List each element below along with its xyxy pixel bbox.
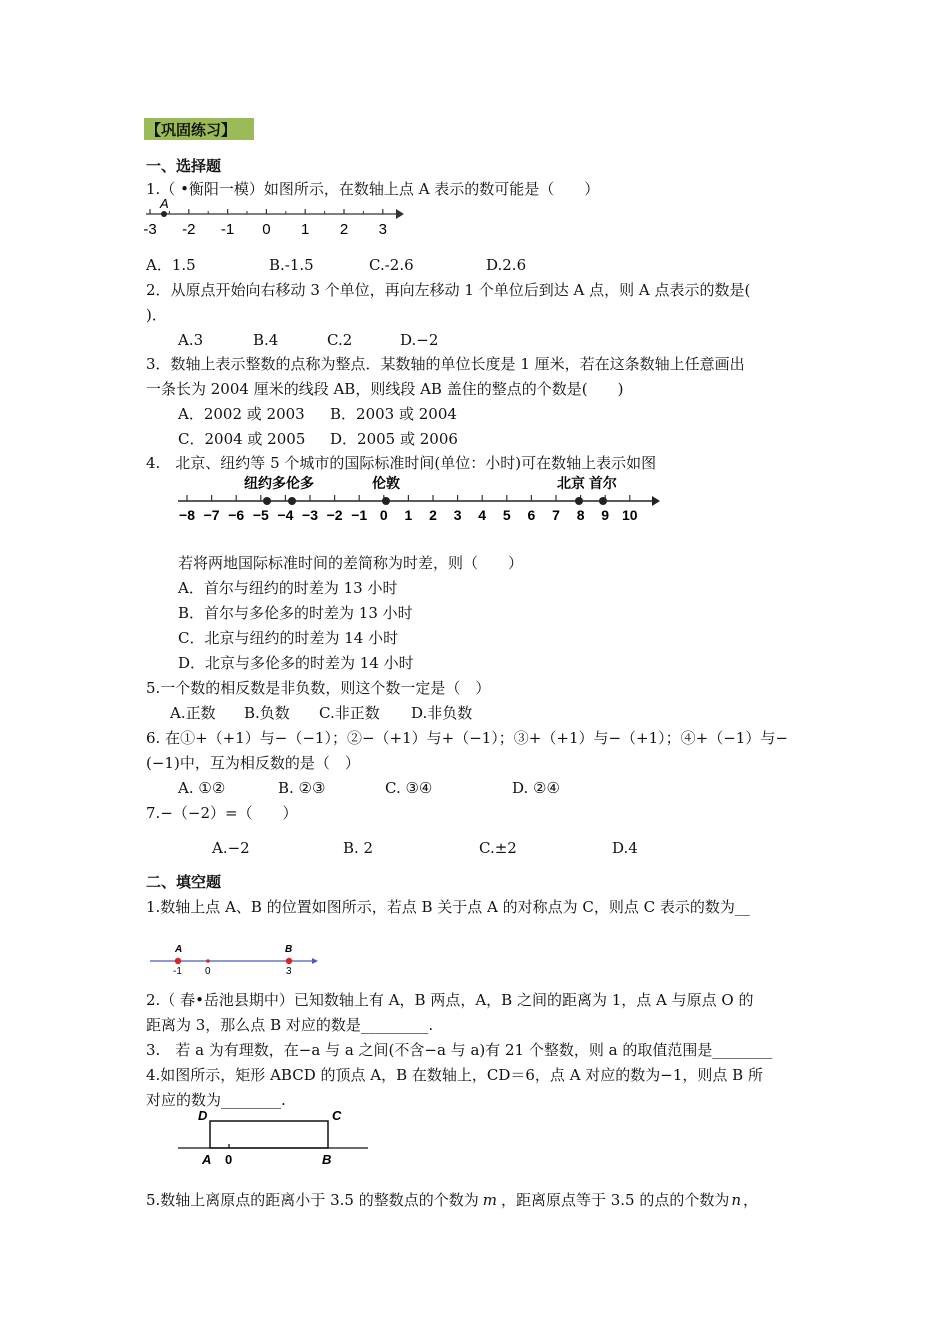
q3-option-a: A．2002 或 2003 [178, 405, 305, 423]
q6-option-c: C. ③④ [385, 779, 433, 797]
f1-axis-arrow [312, 958, 318, 964]
q6-option-d: D. ②④ [512, 779, 560, 797]
q4-city-london: 伦敦 [372, 475, 400, 491]
q4-tick-label: 6 [527, 507, 536, 523]
f4-rectangle [210, 1121, 328, 1148]
q4-option-b: B．首尔与多伦多的时差为 13 小时 [178, 604, 413, 622]
q7-option-b: B. 2 [343, 839, 374, 857]
f1-point-a [175, 958, 181, 964]
q4-tick-label: 3 [453, 507, 462, 523]
q1-tick-label: -3 [143, 221, 157, 238]
f1-point-origin [206, 959, 210, 963]
f4-label-b: B [322, 1152, 332, 1166]
f5-middle: ，距离原点等于 3.5 的点的个数为 [500, 1191, 730, 1209]
q5-text: 5.一个数的相反数是非负数，则这个数一定是（ ） [146, 679, 491, 697]
q5-option-d: D.非负数 [411, 704, 473, 722]
q4-tick-label: −1 [351, 507, 368, 523]
heading-banner [144, 118, 254, 140]
q4-text: 4. 北京、纽约等 5 个城市的国际标准时间(单位：小时)可在数轴上表示如图 [146, 454, 657, 472]
f1-tick-a: -1 [173, 966, 182, 976]
q4-point-seoul [599, 497, 607, 505]
q4-point-toronto [288, 497, 296, 505]
q1-tick-label: 2 [339, 221, 349, 238]
f1-number-line [148, 938, 328, 976]
q1-point-a [161, 211, 167, 217]
f4-rectangle-figure [172, 1106, 372, 1166]
q1-tick-label: 1 [301, 221, 310, 238]
f5-line [146, 1190, 758, 1210]
f1-label-a: A [175, 944, 183, 955]
f1-point-b [286, 958, 292, 964]
q4-option-a: A．首尔与纽约的时差为 13 小时 [178, 579, 398, 597]
f4-line2: 对应的数为________. [146, 1091, 286, 1109]
q4-tick-label: 0 [379, 507, 388, 523]
q2-option-a: A.3 [178, 331, 204, 349]
heading: 【巩固练习】 [146, 121, 237, 139]
q4-city-ny-toronto: 纽约多伦多 [244, 475, 314, 491]
q2-line1: 2．从原点开始向右移动 3 个单位，再向左移动 1 个单位后到达 A 点，则 A 点表示的数是( [146, 281, 751, 299]
f5-prefix: 5.数轴上离原点的距离小于 3.5 的整数点的个数为 [146, 1191, 479, 1209]
q4-option-d: D．北京与多伦多的时差为 14 小时 [178, 654, 414, 672]
q7-text: 7.−（−2）=（ ） [146, 804, 298, 822]
q3-option-c: C．2004 或 2005 [178, 430, 306, 448]
q5-option-c: C.非正数 [319, 704, 380, 722]
f4-line1: 4.如图所示，矩形 ABCD 的顶点 A，B 在数轴上，CD＝6，点 A 对应的数为−1，则点 B 所 [146, 1066, 763, 1084]
q2-line2: )． [146, 306, 167, 324]
q4-ticks [179, 495, 638, 523]
f4-label-c: C [332, 1108, 342, 1123]
f1-text: 1.数轴上点 A、B 的位置如图所示，若点 B 关于点 A 的对称点为 C，则点 C 表示的数为__ [146, 898, 750, 916]
q1-tick-label: -1 [220, 221, 235, 238]
q5-option-b: B.负数 [244, 704, 290, 722]
f1-label-b: B [285, 944, 293, 955]
q4-tick-label: 9 [601, 507, 610, 523]
q6-option-b: B. ②③ [278, 779, 326, 797]
q4-tick-label: −4 [277, 507, 294, 523]
q5-option-a: A.正数 [170, 704, 216, 722]
q3-line2: 一条长为 2004 厘米的线段 AB，则线段 AB 盖住的整点的个数是( ) [146, 380, 624, 398]
q1-option-b: B.-1.5 [269, 256, 314, 274]
q4-tick-label: −6 [228, 507, 245, 523]
q4-tick-label: 4 [478, 507, 487, 523]
q3-option-b: B．2003 或 2004 [330, 405, 457, 423]
f4-label-o: 0 [225, 1152, 233, 1166]
q2-option-b: B.4 [253, 331, 279, 349]
f3-text: 3. 若 a 为有理数，在−a 与 a 之间(不含−a 与 a)有 21 个整数，则 a 的取值范围是________ [146, 1041, 773, 1059]
f1-tick-o: 0 [205, 966, 211, 976]
q4-question: 若将两地国际标准时间的差简称为时差，则（ ） [178, 554, 524, 572]
q2-option-d: D.−2 [400, 331, 439, 349]
q4-tick-label: −2 [326, 507, 343, 523]
q4-tick-label: −7 [203, 507, 220, 523]
f5-var-n: n [731, 1191, 742, 1209]
q4-tick-label: 5 [502, 507, 511, 523]
q6-line2: (−1)中，互为相反数的是（ ） [146, 754, 360, 772]
q4-tick-label: 10 [622, 507, 638, 523]
q1-number-line [140, 196, 410, 242]
q1-option-c: C.-2.6 [369, 256, 414, 274]
f2-line1: 2.（ 春•岳池县期中）已知数轴上有 A，B 两点，A，B 之间的距离为 1，点 A 与原点 O 的 [146, 991, 754, 1009]
q1-option-d: D.2.6 [486, 256, 527, 274]
q1-tick-label: -2 [182, 221, 196, 238]
q4-city-bj-seoul: 北京 首尔 [557, 475, 617, 491]
q4-tick-label: 1 [404, 507, 413, 523]
section-fill-title: 二、填空题 [146, 873, 222, 891]
q1-point-a-label: A [160, 196, 169, 211]
q3-option-d: D．2005 或 2006 [330, 430, 458, 448]
f5-suffix: ， [743, 1191, 759, 1209]
q1-axis-arrow [396, 209, 404, 219]
f5-var-m: m [482, 1191, 497, 1209]
q4-tick-label: −5 [252, 507, 269, 523]
q7-option-d: D.4 [612, 839, 638, 857]
q4-tick-label: 7 [552, 507, 560, 523]
q4-tick-label: 2 [429, 507, 437, 523]
q2-option-c: C.2 [327, 331, 353, 349]
q6-line1: 6. 在①+（+1）与−（−1）；②−（+1）与+（−1）；③+（+1）与−（+1）；④+（−1）与− [146, 729, 788, 747]
q4-point-ny [263, 497, 271, 505]
q1-tick-label: 3 [378, 221, 387, 238]
q7-option-a: A.−2 [212, 839, 250, 857]
q3-line1: 3．数轴上表示整数的点称为整点．某数轴的单位长度是 1 厘米，若在这条数轴上任意画出 [146, 355, 745, 373]
q1-option-a: A．1.5 [146, 256, 196, 274]
q4-option-c: C．北京与纽约的时差为 14 小时 [178, 629, 399, 647]
f2-line2: 距离为 3，那么点 B 对应的数是_________. [146, 1016, 434, 1034]
q4-point-london [382, 497, 390, 505]
section-choice-title: 一、选择题 [146, 157, 222, 175]
q4-tick-label: −3 [302, 507, 318, 523]
q4-point-beijing [575, 497, 583, 505]
q4-timezone-line [170, 472, 670, 528]
q6-option-a: A. ①② [178, 779, 226, 797]
f1-tick-b: 3 [286, 966, 292, 976]
f4-label-d: D [198, 1108, 208, 1123]
q7-option-c: C.±2 [479, 839, 517, 857]
f4-label-a: A [202, 1152, 212, 1166]
q4-tick-label: 8 [576, 507, 585, 523]
q4-axis-arrow [652, 496, 660, 506]
q1-text: 1.（ •衡阳一模）如图所示，在数轴上点 A 表示的数可能是（ ） [146, 180, 600, 198]
q1-tick-label: 0 [262, 221, 271, 238]
q4-tick-label: −8 [179, 507, 195, 523]
